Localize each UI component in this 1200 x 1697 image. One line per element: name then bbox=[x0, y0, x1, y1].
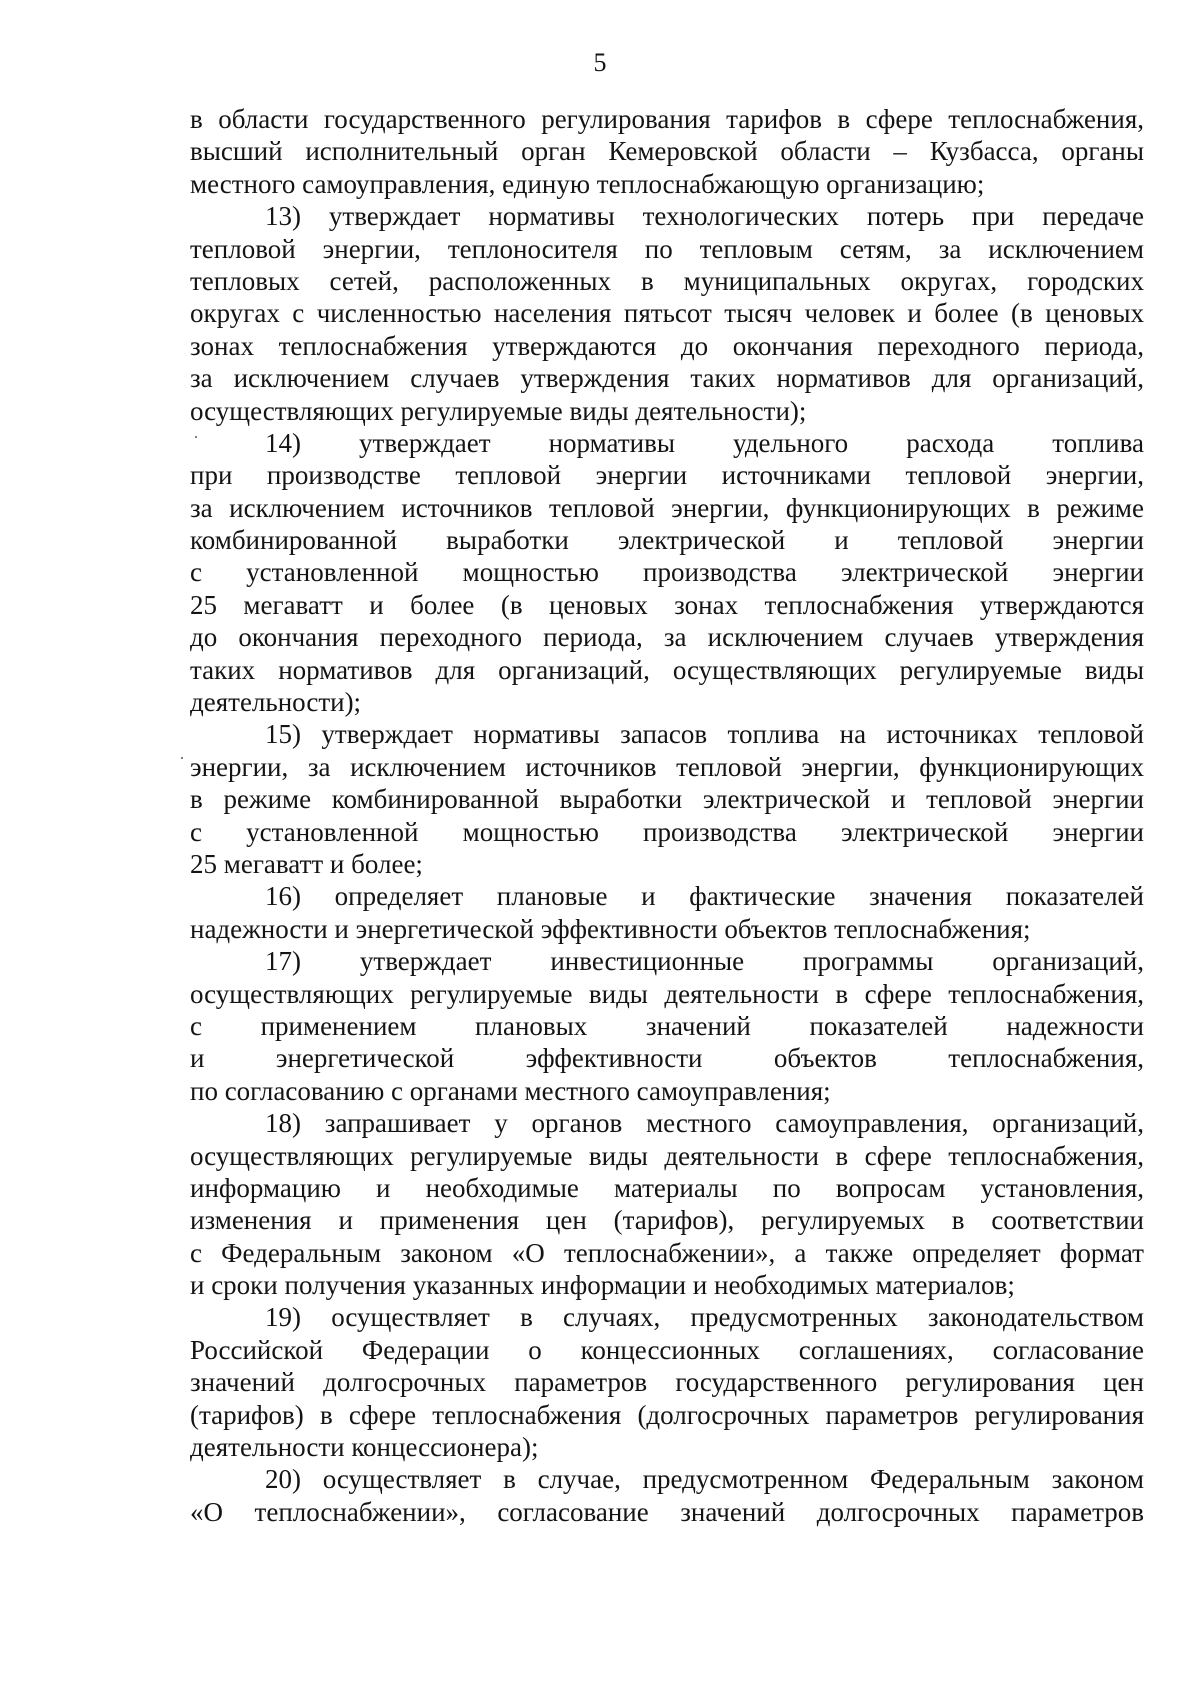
text-line: «О теплоснабжении», согласование значений долгосрочных параметров bbox=[190, 1496, 1144, 1527]
text-line: и энергетической эффективности объектов теплоснабжения, bbox=[190, 1043, 1144, 1074]
scan-speck bbox=[181, 757, 183, 759]
item-16-first-line: 16) определяет плановые и фактические значения показателей bbox=[265, 881, 1144, 912]
text-line: в режиме комбинированной выработки электрической и тепловой энергии bbox=[190, 784, 1144, 815]
text-line: (тарифов) в сфере теплоснабжения (долгосрочных параметров регулирования bbox=[190, 1399, 1144, 1430]
text-line: с установленной мощностью производства электрической энергии bbox=[190, 557, 1144, 588]
text-line: высший исполнительный орган Кемеровской области – Кузбасса, органы bbox=[190, 136, 1144, 167]
text-line: округах с численностью населения пятьсот тысяч человек и более (в ценовых bbox=[190, 298, 1144, 329]
text-line: до окончания переходного периода, за исключением случаев утверждения bbox=[190, 622, 1144, 653]
item-13-first-line: 13) утверждает нормативы технологических потерь при передаче bbox=[265, 201, 1144, 232]
item-20-first-line: 20) осуществляет в случае, предусмотренном Федеральным законом bbox=[265, 1464, 1144, 1495]
text-line: тепловой энергии, теплоносителя по тепловым сетям, за исключением bbox=[190, 233, 1144, 264]
text-line: с Федеральным законом «О теплоснабжении», а также определяет формат bbox=[190, 1237, 1144, 1268]
document-body bbox=[190, 103, 1144, 1528]
text-line: тепловых сетей, расположенных в муниципальных округах, городских bbox=[190, 265, 1144, 296]
text-line: деятельности концессионера); bbox=[190, 1432, 539, 1463]
text-line: 25 мегаватт и более (в ценовых зонах теплоснабжения утверждаются bbox=[190, 589, 1144, 620]
page-number: 5 bbox=[593, 48, 607, 77]
text-line: деятельности); bbox=[190, 687, 362, 718]
text-line: по согласованию с органами местного самоуправления; bbox=[190, 1075, 831, 1106]
item-17-first-line: 17) утверждает инвестиционные программы организаций, bbox=[265, 946, 1144, 977]
text-line: в области государственного регулирования тарифов в сфере теплоснабжения, bbox=[190, 104, 1144, 134]
item-18-first-line: 18) запрашивает у органов местного самоуправления, организаций, bbox=[265, 1108, 1144, 1139]
text-line: при производстве тепловой энергии источниками тепловой энергии, bbox=[190, 460, 1144, 491]
text-line: с установленной мощностью производства электрической энергии bbox=[190, 816, 1144, 847]
text-line: осуществляющих регулируемые виды деятельности в сфере теплоснабжения, bbox=[190, 1140, 1144, 1171]
text-line: надежности и энергетической эффективности объектов теплоснабжения; bbox=[190, 913, 1031, 944]
text-line: 25 мегаватт и более; bbox=[190, 848, 423, 879]
text-line: осуществляющих регулируемые виды деятельности в сфере теплоснабжения, bbox=[190, 978, 1144, 1009]
item-15-first-line: 15) утверждает нормативы запасов топлива на источниках тепловой bbox=[265, 719, 1144, 750]
text-line: значений долгосрочных параметров государственного регулирования цен bbox=[190, 1367, 1144, 1398]
text-line: комбинированной выработки электрической и тепловой энергии bbox=[190, 525, 1144, 556]
text-line: и сроки получения указанных информации и необходимых материалов; bbox=[190, 1270, 1015, 1301]
scan-speck bbox=[195, 436, 197, 438]
text-line: энергии, за исключением источников тепловой энергии, функционирующих bbox=[190, 751, 1144, 782]
item-19-first-line: 19) осуществляет в случаях, предусмотренных законодательством bbox=[265, 1302, 1144, 1333]
text-line: информацию и необходимые материалы по вопросам установления, bbox=[190, 1172, 1144, 1203]
text-line: Российской Федерации о концессионных соглашениях, согласование bbox=[190, 1334, 1144, 1365]
text-line: таких нормативов для организаций, осуществляющих регулируемые виды bbox=[190, 654, 1144, 685]
text-line: осуществляющих регулируемые виды деятельности); bbox=[190, 395, 807, 426]
text-line: за исключением источников тепловой энергии, функционирующих в режиме bbox=[190, 492, 1144, 523]
text-line: с применением плановых значений показателей надежности bbox=[190, 1010, 1144, 1041]
text-line: изменения и применения цен (тарифов), регулируемых в соответствии bbox=[190, 1205, 1144, 1236]
item-14-first-line: 14) утверждает нормативы удельного расхода топлива bbox=[265, 427, 1144, 458]
text-line: зонах теплоснабжения утверждаются до окончания переходного периода, bbox=[190, 330, 1144, 361]
text-line: местного самоуправления, единую теплоснабжающую организацию; bbox=[190, 168, 985, 199]
text-line: за исключением случаев утверждения таких нормативов для организаций, bbox=[190, 363, 1144, 394]
